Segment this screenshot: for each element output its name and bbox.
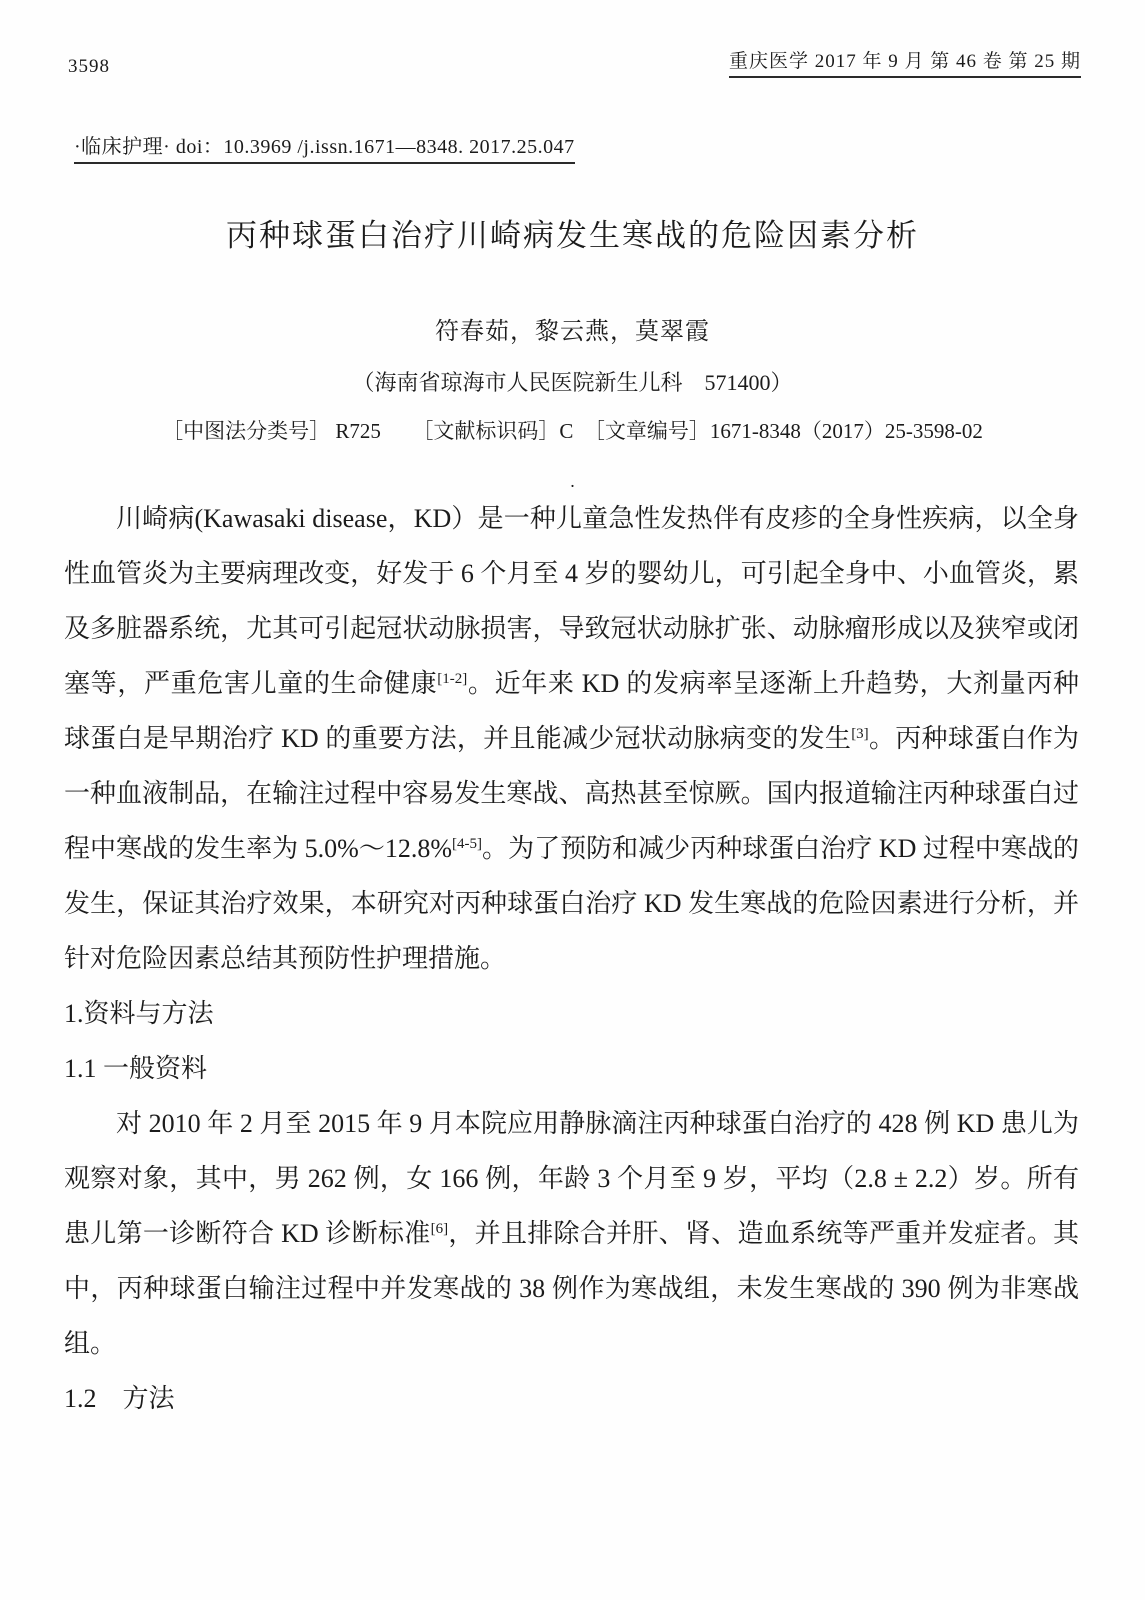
stray-dot-mark: . — [570, 471, 575, 491]
column-category-doi: ·临床护理· doi：10.3969 /j.issn.1671—8348. 2017.25.047 — [74, 130, 575, 164]
reference-superscript: [4-5] — [452, 836, 483, 852]
journal-issue-header: 重庆医学 2017 年 9 月 第 46 卷 第 25 期 — [729, 46, 1081, 78]
paragraph-introduction: 川崎病(Kawasaki disease，KD）是一种儿童急性发热伴有皮疹的全身性疾病，以全身性血管炎为主要病理改变，好发于 6 个月至 4 岁的婴幼儿，可引起全身中、小血管炎，累及多脏器系统，尤其可引起冠状动脉损害，导致冠状动脉扩张、动脉瘤形成以及狭窄或闭塞等，严重危害儿童的生命健康[1-2]。近年来 KD 的发病率呈逐渐上升趋势，大剂量丙种球蛋白是早期治疗 KD 的重要方法，并且能减少冠状动脉病变的发生[3]。丙种球蛋白作为一种血液制品，在输注过程中容易发生寒战、高热甚至惊厥。国内报道输注丙种球蛋白过程中寒战的发生率为 5.0%～12.8%[4-5]。为了预防和减少丙种球蛋白治疗 KD 过程中寒战的发生，保证其治疗效果，本研究对丙种球蛋白治疗 KD 发生寒战的危险因素进行分析，并针对危险因素总结其预防性护理措施。 — [64, 504, 1079, 973]
reference-superscript: [3] — [851, 726, 869, 742]
article-body — [64, 491, 1079, 1426]
article-meta-classification: ［中图法分类号］ R725 ［文献标识码］C ［文章编号］1671-8348（2017）25-3598-02 — [162, 419, 983, 443]
article-affiliation: （海南省琼海市人民医院新生儿科 571400） — [352, 370, 793, 395]
page-number: 3598 — [68, 56, 110, 77]
section-heading-method: 1.2 方法 — [64, 1384, 175, 1413]
paragraph-general-data: 对 2010 年 2 月至 2015 年 9 月本院应用静脉滴注丙种球蛋白治疗的 428 例 KD 患儿为观察对象，其中，男 262 例，女 166 例，年龄 3 个月至 9 岁，平均（2.8 ± 2.2）岁。所有患儿第一诊断符合 KD 诊断标准[6]，并且排除合并肝、肾、造血系统等严重并发症者。其中，丙种球蛋白输注过程中并发寒战的 38 例作为寒战组，未发生寒战的 390 例为非寒战组。 — [64, 1109, 1079, 1358]
article-title: 丙种球蛋白治疗川崎病发生寒战的危险因素分析 — [226, 218, 919, 253]
page-header — [68, 46, 1081, 78]
reference-superscript: [6] — [430, 1221, 449, 1237]
column-doi-row — [74, 130, 1145, 164]
article-authors: 符春茹，黎云燕，莫翠霞 — [435, 319, 710, 345]
section-heading-materials-methods: 1.资料与方法 — [64, 999, 214, 1028]
section-heading-general-data: 1.1 一般资料 — [64, 1054, 208, 1083]
reference-superscript: [1-2] — [437, 671, 468, 687]
